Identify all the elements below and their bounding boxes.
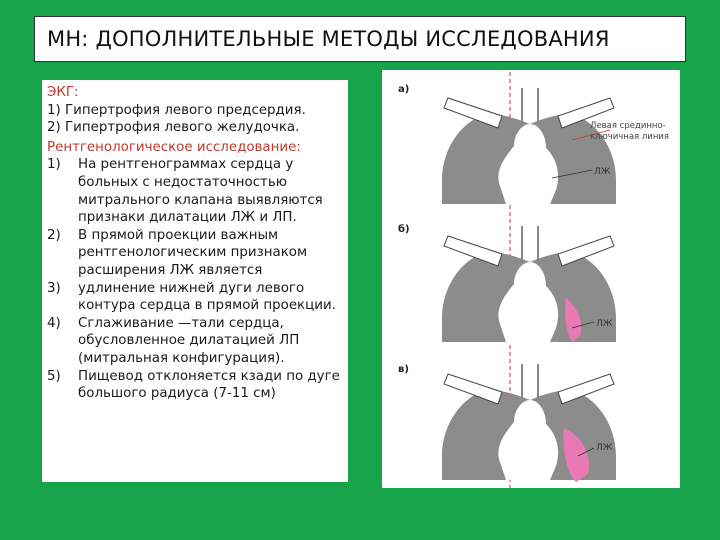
midline-label-line2: ключичная линия (590, 132, 670, 142)
lv-label-b: ЛЖ (596, 319, 613, 329)
diagram-label-c: в) (398, 364, 409, 375)
ecg-item: 2) Гипертрофия левого желудочка. (47, 120, 300, 136)
xray-item: 1) На рентгенограммах сердца у больных с недостаточностью митрального клапана выявляются признаки дилатации ЛЖ и ЛП. (47, 157, 323, 226)
xray-item: 3) удлинение нижней дуги левого контура сердца в прямой проекции. (47, 280, 336, 314)
diagram-label-b: б) (398, 224, 410, 235)
diagram-label-a: а) (398, 84, 410, 95)
ecg-heading: ЭКГ: (47, 85, 79, 100)
ecg-list (47, 102, 342, 137)
xray-item: 5) Пищевод отклоняется кзади по дуге большого радиуса (7-11 см) (47, 368, 340, 402)
xray-item: 4) Сглаживание —тали сердца, обусловленное дилатацией ЛП (митральная конфигурация). (47, 315, 300, 366)
xray-figure (382, 70, 680, 488)
text-panel (42, 80, 348, 482)
xray-item: 2) В прямой проекции важным рентгенологическим признаком расширения ЛЖ является (47, 227, 308, 278)
ecg-item: 1) Гипертрофия левого предсердия. (47, 102, 306, 118)
chest-diagram-a (442, 88, 616, 204)
midline-label-line1: Левая срединно- (590, 121, 666, 131)
xray-heading: Рентгенологическое исследование: (47, 139, 301, 155)
title-box (34, 16, 686, 62)
xray-list (47, 156, 342, 402)
lv-label-c: ЛЖ (596, 443, 613, 453)
chest-diagram-b (442, 226, 616, 342)
chest-diagram-c (442, 364, 616, 482)
page-title: МН: ДОПОЛНИТЕЛЬНЫЕ МЕТОДЫ ИССЛЕДОВАНИЯ (47, 27, 610, 51)
lv-label-a: ЛЖ (594, 167, 611, 177)
